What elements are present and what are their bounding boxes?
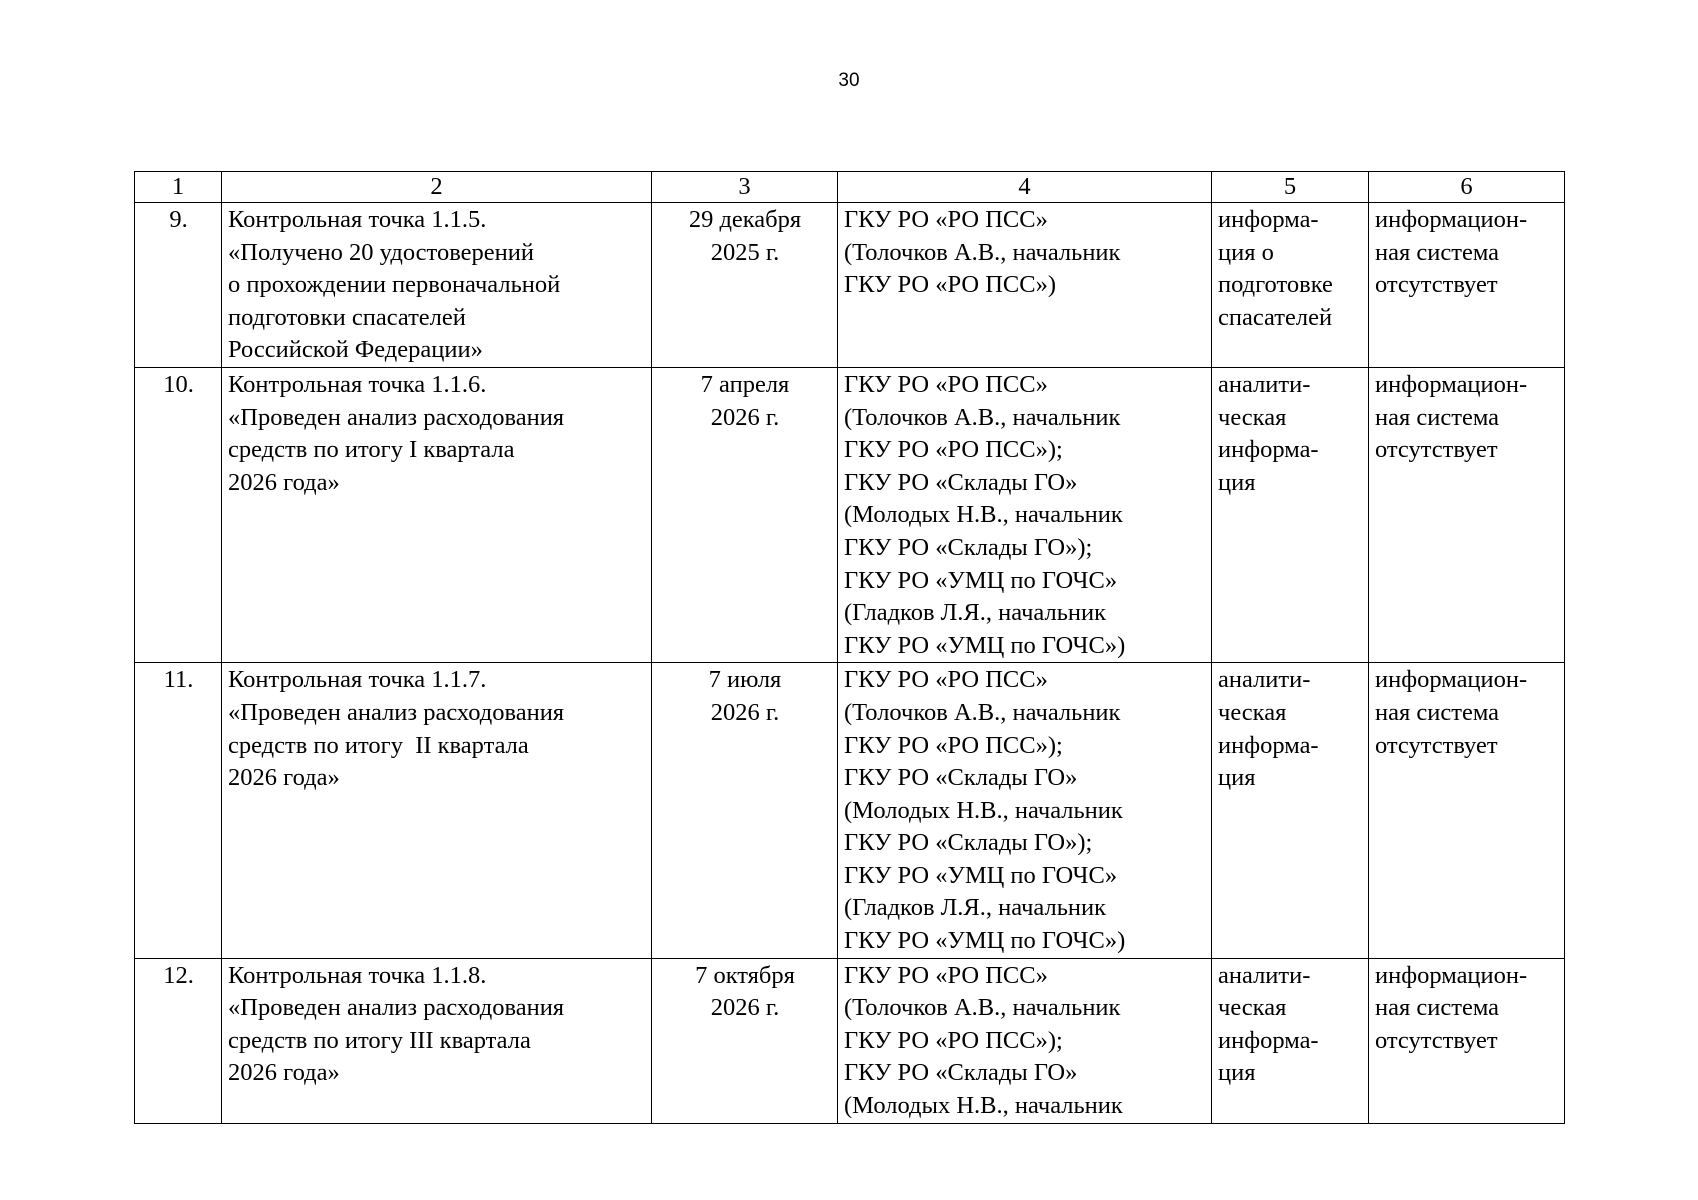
- document-type-cell: [1212, 958, 1369, 1123]
- cell-line: ГКУ РО «Склады ГО»: [844, 468, 1078, 496]
- cell-line: (Молодых Н.В., начальник: [844, 796, 1123, 824]
- cell-line: ГКУ РО «РО ПСС»);: [844, 1026, 1063, 1054]
- column-header: 6: [1369, 172, 1565, 203]
- cell-line: 7 апреля: [700, 370, 790, 398]
- column-header: 3: [652, 172, 838, 203]
- cell-line: ческая: [1218, 698, 1287, 726]
- table-row: [135, 367, 1565, 662]
- date-cell: [652, 367, 838, 662]
- cell-line: ГКУ РО «Склады ГО»);: [844, 533, 1093, 561]
- event-cell: [222, 203, 652, 368]
- cell-line: ГКУ РО «РО ПСС»);: [844, 436, 1063, 464]
- cell-line: ГКУ РО «Склады ГО»: [844, 764, 1078, 792]
- cell-line: ГКУ РО «Склады ГО»: [844, 1059, 1078, 1087]
- cell-line: (Молодых Н.В., начальник: [844, 1092, 1123, 1120]
- cell-line: 2026 г.: [710, 698, 780, 726]
- cell-line: средств по итогу I квартала: [228, 436, 515, 464]
- cell-line: «Проведен анализ расходования: [228, 698, 565, 726]
- cell-line: (Толочков А.В., начальник: [844, 403, 1121, 431]
- cell-line: 10.: [163, 370, 194, 398]
- cell-line: информа-: [1218, 206, 1319, 233]
- cell-line: 2026 года»: [228, 764, 340, 792]
- cell-line: о прохождении первоначальной: [228, 271, 561, 299]
- cell-line: отсутствует: [1375, 731, 1498, 759]
- table-row: [135, 663, 1565, 958]
- date-cell: [652, 663, 838, 958]
- cell-line: подготовке: [1218, 271, 1333, 299]
- cell-line: средств по итогу II квартала: [228, 731, 529, 759]
- cell-line: ческая: [1218, 403, 1287, 431]
- cell-line: (Молодых Н.В., начальник: [844, 501, 1123, 529]
- event-cell: [222, 663, 652, 958]
- cell-line: ГКУ РО «РО ПСС»): [844, 271, 1057, 299]
- row-number-cell: [135, 663, 222, 958]
- cell-line: ция: [1218, 1059, 1256, 1087]
- responsible-cell: [838, 663, 1212, 958]
- cell-line: информа-: [1218, 436, 1319, 464]
- cell-line: ГКУ РО «УМЦ по ГОЧС»: [844, 566, 1118, 594]
- cell-line: ческая: [1218, 994, 1287, 1022]
- page-number: 30: [838, 70, 860, 91]
- responsible-cell: [838, 958, 1212, 1123]
- cell-line: ция: [1218, 468, 1256, 496]
- information-system-cell: [1369, 663, 1565, 958]
- table-header-row: [135, 172, 1565, 203]
- cell-line: средств по итогу III квартала: [228, 1026, 531, 1054]
- cell-line: 11.: [163, 666, 194, 694]
- cell-line: 2026 года»: [228, 468, 340, 496]
- responsible-cell: [838, 367, 1212, 662]
- cell-line: отсутствует: [1375, 436, 1498, 464]
- row-number-cell: [135, 203, 222, 368]
- information-system-cell: [1369, 367, 1565, 662]
- column-header: 5: [1212, 172, 1369, 203]
- cell-line: информацион-: [1375, 370, 1528, 398]
- document-type-cell: [1212, 663, 1369, 958]
- cell-line: 7 июля: [708, 666, 782, 694]
- cell-line: 9.: [169, 206, 188, 233]
- responsible-cell: [838, 203, 1212, 368]
- control-points-table: [134, 171, 1565, 1124]
- cell-line: 29 декабря: [688, 206, 802, 233]
- cell-line: информацион-: [1375, 206, 1528, 233]
- cell-line: ция: [1218, 764, 1256, 792]
- column-header: 1: [135, 172, 222, 203]
- cell-line: ная система: [1375, 698, 1500, 726]
- cell-line: ГКУ РО «УМЦ по ГОЧС»: [844, 861, 1118, 889]
- cell-line: «Получено 20 удостоверений: [228, 238, 534, 266]
- document-type-cell: [1212, 367, 1369, 662]
- cell-line: ГКУ РО «РО ПСС»: [844, 961, 1048, 989]
- date-cell: [652, 958, 838, 1123]
- cell-line: 2026 г.: [710, 994, 780, 1022]
- cell-line: информацион-: [1375, 666, 1528, 694]
- cell-line: аналити-: [1218, 370, 1311, 398]
- cell-line: (Толочков А.В., начальник: [844, 698, 1121, 726]
- cell-line: Контрольная точка 1.1.5.: [228, 206, 487, 233]
- cell-line: ГКУ РО «УМЦ по ГОЧС»): [844, 631, 1126, 659]
- cell-line: ная система: [1375, 994, 1500, 1022]
- cell-line: Российской Федерации»: [228, 336, 483, 364]
- cell-line: Контрольная точка 1.1.8.: [228, 961, 487, 989]
- cell-line: подготовки спасателей: [228, 303, 466, 331]
- cell-line: ГКУ РО «УМЦ по ГОЧС»): [844, 927, 1126, 955]
- cell-line: 12.: [163, 961, 194, 989]
- cell-line: «Проведен анализ расходования: [228, 994, 565, 1022]
- cell-line: отсутствует: [1375, 1026, 1498, 1054]
- cell-line: ГКУ РО «Склады ГО»);: [844, 829, 1093, 857]
- cell-line: (Толочков А.В., начальник: [844, 238, 1121, 266]
- cell-line: спасателей: [1218, 303, 1333, 331]
- information-system-cell: [1369, 203, 1565, 368]
- cell-line: (Гладков Л.Я., начальник: [844, 894, 1107, 922]
- cell-line: ГКУ РО «РО ПСС»: [844, 370, 1048, 398]
- information-system-cell: [1369, 958, 1565, 1123]
- event-cell: [222, 367, 652, 662]
- table-row: [135, 958, 1565, 1123]
- row-number-cell: [135, 958, 222, 1123]
- cell-line: аналити-: [1218, 961, 1311, 989]
- cell-line: 7 октября: [695, 961, 795, 989]
- cell-line: 2025 г.: [710, 238, 780, 266]
- cell-line: ГКУ РО «РО ПСС»: [844, 206, 1048, 233]
- cell-line: ная система: [1375, 238, 1500, 266]
- cell-line: информа-: [1218, 731, 1319, 759]
- cell-line: ная система: [1375, 403, 1500, 431]
- cell-line: «Проведен анализ расходования: [228, 403, 565, 431]
- date-cell: [652, 203, 838, 368]
- cell-line: информацион-: [1375, 961, 1528, 989]
- cell-line: ГКУ РО «РО ПСС»: [844, 666, 1048, 694]
- column-header: 2: [222, 172, 652, 203]
- cell-line: информа-: [1218, 1026, 1319, 1054]
- cell-line: Контрольная точка 1.1.7.: [228, 666, 487, 694]
- event-cell: [222, 958, 652, 1123]
- table-row: [135, 203, 1565, 368]
- cell-line: (Толочков А.В., начальник: [844, 994, 1121, 1022]
- cell-line: (Гладков Л.Я., начальник: [844, 599, 1107, 627]
- row-number-cell: [135, 367, 222, 662]
- column-header: 4: [838, 172, 1212, 203]
- cell-line: 2026 г.: [710, 403, 780, 431]
- document-type-cell: [1212, 203, 1369, 368]
- cell-line: отсутствует: [1375, 271, 1498, 299]
- cell-line: Контрольная точка 1.1.6.: [228, 370, 487, 398]
- cell-line: 2026 года»: [228, 1059, 340, 1087]
- cell-line: ция о: [1218, 238, 1274, 266]
- cell-line: аналити-: [1218, 666, 1311, 694]
- cell-line: ГКУ РО «РО ПСС»);: [844, 731, 1063, 759]
